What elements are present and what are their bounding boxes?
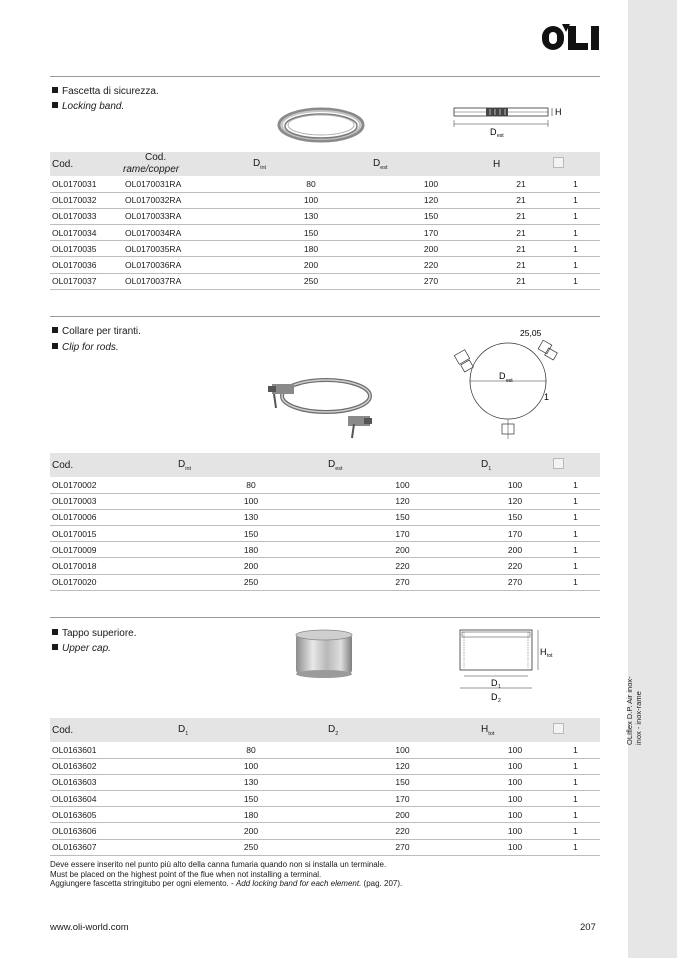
- table-cell: 100: [251, 192, 371, 208]
- table-cell: 250: [176, 574, 326, 590]
- section-title-it: Collare per tiranti.: [52, 326, 141, 337]
- oli-logo: [542, 24, 604, 52]
- table-cell: 200: [176, 558, 326, 574]
- table-cell: 21: [491, 241, 551, 257]
- locking-band-table: [50, 152, 600, 290]
- table-cell: OL0170034: [50, 225, 123, 241]
- table-cell: OL0170031RA: [123, 176, 251, 192]
- table-cell: 100: [479, 742, 551, 758]
- table-cell: 130: [176, 509, 326, 525]
- table-cell: 200: [326, 807, 479, 823]
- footer-url[interactable]: www.oli-world.com: [50, 922, 129, 933]
- diagram-label-d2: D: [491, 692, 498, 702]
- table-cell: 130: [176, 774, 326, 790]
- table-cell: OL0170018: [50, 558, 176, 574]
- col-h-tot: $H_{tot}$: [479, 718, 551, 742]
- table-cell: 1: [551, 257, 600, 273]
- table-cell: 130: [251, 208, 371, 224]
- table-cell: 170: [326, 791, 479, 807]
- table-cell: 200: [326, 542, 479, 558]
- table-row: [50, 839, 600, 855]
- table-cell: 1: [551, 273, 600, 289]
- col-pack: [551, 152, 600, 176]
- table-cell: 1: [551, 241, 600, 257]
- section-title-en: Locking band.: [52, 101, 124, 112]
- table-cell: OL0170006: [50, 509, 176, 525]
- table-row: [50, 807, 600, 823]
- table-row: [50, 192, 600, 208]
- table-cell: 1: [551, 774, 600, 790]
- table-row: [50, 208, 600, 224]
- table-cell: OL0163602: [50, 758, 176, 774]
- col-pack: [551, 453, 600, 477]
- rod-clip-table: [50, 453, 600, 591]
- table-header: [50, 718, 600, 742]
- table-cell: OL0170033RA: [123, 208, 251, 224]
- table-row: [50, 176, 600, 192]
- col-d2: $D_2$: [326, 718, 479, 742]
- rod-clip-photo: [266, 366, 384, 444]
- table-cell: 1: [551, 477, 600, 493]
- table-row: [50, 509, 600, 525]
- section-divider: [50, 76, 600, 77]
- table-cell: 1: [551, 225, 600, 241]
- table-cell: 100: [479, 823, 551, 839]
- table-cell: 120: [326, 493, 479, 509]
- table-cell: 100: [479, 477, 551, 493]
- table-row: [50, 225, 600, 241]
- col-h: H: [491, 152, 551, 176]
- col-d-int: $D_{int}$: [251, 152, 371, 176]
- table-cell: 1: [551, 839, 600, 855]
- diagram-label-d2-sub: 2: [498, 698, 501, 704]
- table-cell: 250: [176, 839, 326, 855]
- table-cell: 120: [479, 493, 551, 509]
- locking-band-diagram: [448, 102, 568, 142]
- table-row: [50, 742, 600, 758]
- page-number: 207: [580, 922, 596, 933]
- diagram-label-d-sub: est: [497, 133, 504, 139]
- table-cell: 1: [551, 493, 600, 509]
- table-cell: 1: [551, 758, 600, 774]
- table-cell: 1: [551, 192, 600, 208]
- col-d-int: $D_{int}$: [176, 453, 326, 477]
- table-cell: OL0170036RA: [123, 257, 251, 273]
- package-icon: [553, 458, 564, 469]
- table-row: [50, 758, 600, 774]
- table-header: [50, 453, 600, 477]
- diagram-label-h: H: [555, 107, 562, 117]
- col-d1: $D_1$: [176, 718, 326, 742]
- table-cell: OL0163607: [50, 839, 176, 855]
- section-title-it: Tappo superiore.: [52, 628, 137, 639]
- table-cell: 1: [551, 742, 600, 758]
- upper-cap-table: [50, 718, 600, 856]
- table-cell: OL0170033: [50, 208, 123, 224]
- table-cell: OL0170034RA: [123, 225, 251, 241]
- table-cell: OL0170035: [50, 241, 123, 257]
- table-cell: 1: [551, 558, 600, 574]
- table-cell: 150: [326, 509, 479, 525]
- table-cell: 150: [371, 208, 491, 224]
- package-icon: [553, 157, 564, 168]
- upper-cap-photo: [292, 626, 356, 678]
- table-cell: OL0170002: [50, 477, 176, 493]
- table-cell: OL0170009: [50, 542, 176, 558]
- table-row: [50, 241, 600, 257]
- table-header: [50, 152, 600, 176]
- table-cell: 80: [251, 176, 371, 192]
- section-title-en: Upper cap.: [52, 643, 111, 654]
- col-d1: $D_1$: [479, 453, 551, 477]
- upper-cap-diagram: [452, 624, 562, 710]
- table-cell: 270: [479, 574, 551, 590]
- col-cod: Cod.: [50, 718, 176, 742]
- table-cell: OL0170036: [50, 257, 123, 273]
- table-cell: 100: [371, 176, 491, 192]
- package-icon: [553, 723, 564, 734]
- table-cell: 220: [326, 823, 479, 839]
- table-cell: 250: [251, 273, 371, 289]
- table-cell: 1: [551, 574, 600, 590]
- table-cell: OL0170032: [50, 192, 123, 208]
- table-cell: 200: [479, 542, 551, 558]
- table-cell: 100: [479, 839, 551, 855]
- table-cell: 21: [491, 257, 551, 273]
- table-row: [50, 493, 600, 509]
- table-cell: 21: [491, 192, 551, 208]
- table-cell: 200: [371, 241, 491, 257]
- table-cell: OL0163604: [50, 791, 176, 807]
- table-row: [50, 477, 600, 493]
- table-cell: 1: [551, 542, 600, 558]
- logo-text: OLI: [542, 24, 544, 25]
- diagram-label-d1: D: [491, 678, 498, 688]
- table-cell: 21: [491, 208, 551, 224]
- table-cell: OL0170015: [50, 526, 176, 542]
- table-cell: OL0170035RA: [123, 241, 251, 257]
- table-cell: 100: [479, 774, 551, 790]
- col-cod-copper: Cod. rame/copper: [123, 152, 251, 176]
- table-cell: OL0163601: [50, 742, 176, 758]
- section-title-it: Fascetta di sicurezza.: [52, 86, 159, 97]
- table-cell: 150: [251, 225, 371, 241]
- rod-clip-diagram: [448, 324, 568, 444]
- table-cell: 180: [176, 542, 326, 558]
- table-cell: 21: [491, 225, 551, 241]
- diagram-label-d: D: [499, 371, 506, 381]
- table-cell: 100: [176, 758, 326, 774]
- table-cell: 180: [251, 241, 371, 257]
- table-cell: 200: [251, 257, 371, 273]
- table-cell: 100: [176, 493, 326, 509]
- table-cell: 1: [551, 807, 600, 823]
- table-cell: 100: [326, 742, 479, 758]
- locking-band-photo: [276, 104, 366, 146]
- table-cell: 80: [176, 477, 326, 493]
- table-cell: OL0163606: [50, 823, 176, 839]
- section-title-en: Clip for rods.: [52, 342, 119, 353]
- table-cell: 220: [479, 558, 551, 574]
- table-cell: 180: [176, 807, 326, 823]
- col-pack: [551, 718, 600, 742]
- table-cell: 270: [371, 273, 491, 289]
- table-cell: 100: [479, 758, 551, 774]
- col-d-est: $D_{est}$: [326, 453, 479, 477]
- table-cell: OL0163603: [50, 774, 176, 790]
- col-d-est: $D_{est}$: [371, 152, 491, 176]
- table-cell: 120: [371, 192, 491, 208]
- table-cell: 270: [326, 574, 479, 590]
- table-cell: 150: [326, 774, 479, 790]
- section-divider: [50, 617, 600, 618]
- notes: Deve essere inserito nel punto più alto della canna fumaria quando non si installa un terminale. Must be placed on the highest point of the flue when not installing a terminal. Aggiungere fascetta stringitubo per ogni elemento. - Add locking band for each element. (pag. 207).: [50, 860, 403, 888]
- table-cell: 1: [551, 176, 600, 192]
- table-cell: 120: [326, 758, 479, 774]
- table-cell: 21: [491, 273, 551, 289]
- diagram-label-d1-sub: 1: [498, 684, 501, 690]
- table-cell: 1: [551, 791, 600, 807]
- diagram-label-angle: 25,05: [520, 328, 542, 338]
- table-cell: 100: [479, 807, 551, 823]
- table-cell: 150: [176, 526, 326, 542]
- diagram-label-h: H: [540, 647, 547, 657]
- diagram-label-one: 1: [544, 392, 550, 402]
- table-cell: 220: [326, 558, 479, 574]
- table-row: [50, 526, 600, 542]
- side-tab: [628, 0, 677, 958]
- table-row: [50, 791, 600, 807]
- table-cell: 170: [371, 225, 491, 241]
- table-cell: 150: [176, 791, 326, 807]
- table-cell: 1: [551, 509, 600, 525]
- diagram-label-d-sub: est: [506, 378, 513, 384]
- table-cell: 270: [326, 839, 479, 855]
- col-cod: Cod.: [50, 453, 176, 477]
- table-cell: 220: [371, 257, 491, 273]
- table-row: [50, 774, 600, 790]
- diagram-label-d: D: [490, 127, 497, 137]
- table-cell: 150: [479, 509, 551, 525]
- side-tab-label: OLIflex D.P. Air inox- inox - inox-rame: [625, 676, 643, 745]
- table-cell: OL0163605: [50, 807, 176, 823]
- table-row: [50, 823, 600, 839]
- table-row: [50, 273, 600, 289]
- table-cell: 100: [326, 477, 479, 493]
- table-row: [50, 558, 600, 574]
- table-cell: 1: [551, 208, 600, 224]
- table-cell: OL0170037RA: [123, 273, 251, 289]
- table-row: [50, 257, 600, 273]
- table-cell: 170: [326, 526, 479, 542]
- col-cod: Cod.: [50, 152, 123, 176]
- table-cell: OL0170003: [50, 493, 176, 509]
- table-cell: 200: [176, 823, 326, 839]
- table-cell: OL0170032RA: [123, 192, 251, 208]
- table-cell: 1: [551, 823, 600, 839]
- table-cell: 21: [491, 176, 551, 192]
- table-cell: 80: [176, 742, 326, 758]
- table-cell: 100: [479, 791, 551, 807]
- table-cell: 1: [551, 526, 600, 542]
- table-cell: OL0170037: [50, 273, 123, 289]
- table-row: [50, 574, 600, 590]
- table-row: [50, 542, 600, 558]
- table-cell: 170: [479, 526, 551, 542]
- table-cell: OL0170020: [50, 574, 176, 590]
- diagram-label-h-sub: tot: [547, 653, 553, 659]
- section-divider: [50, 316, 600, 317]
- table-cell: OL0170031: [50, 176, 123, 192]
